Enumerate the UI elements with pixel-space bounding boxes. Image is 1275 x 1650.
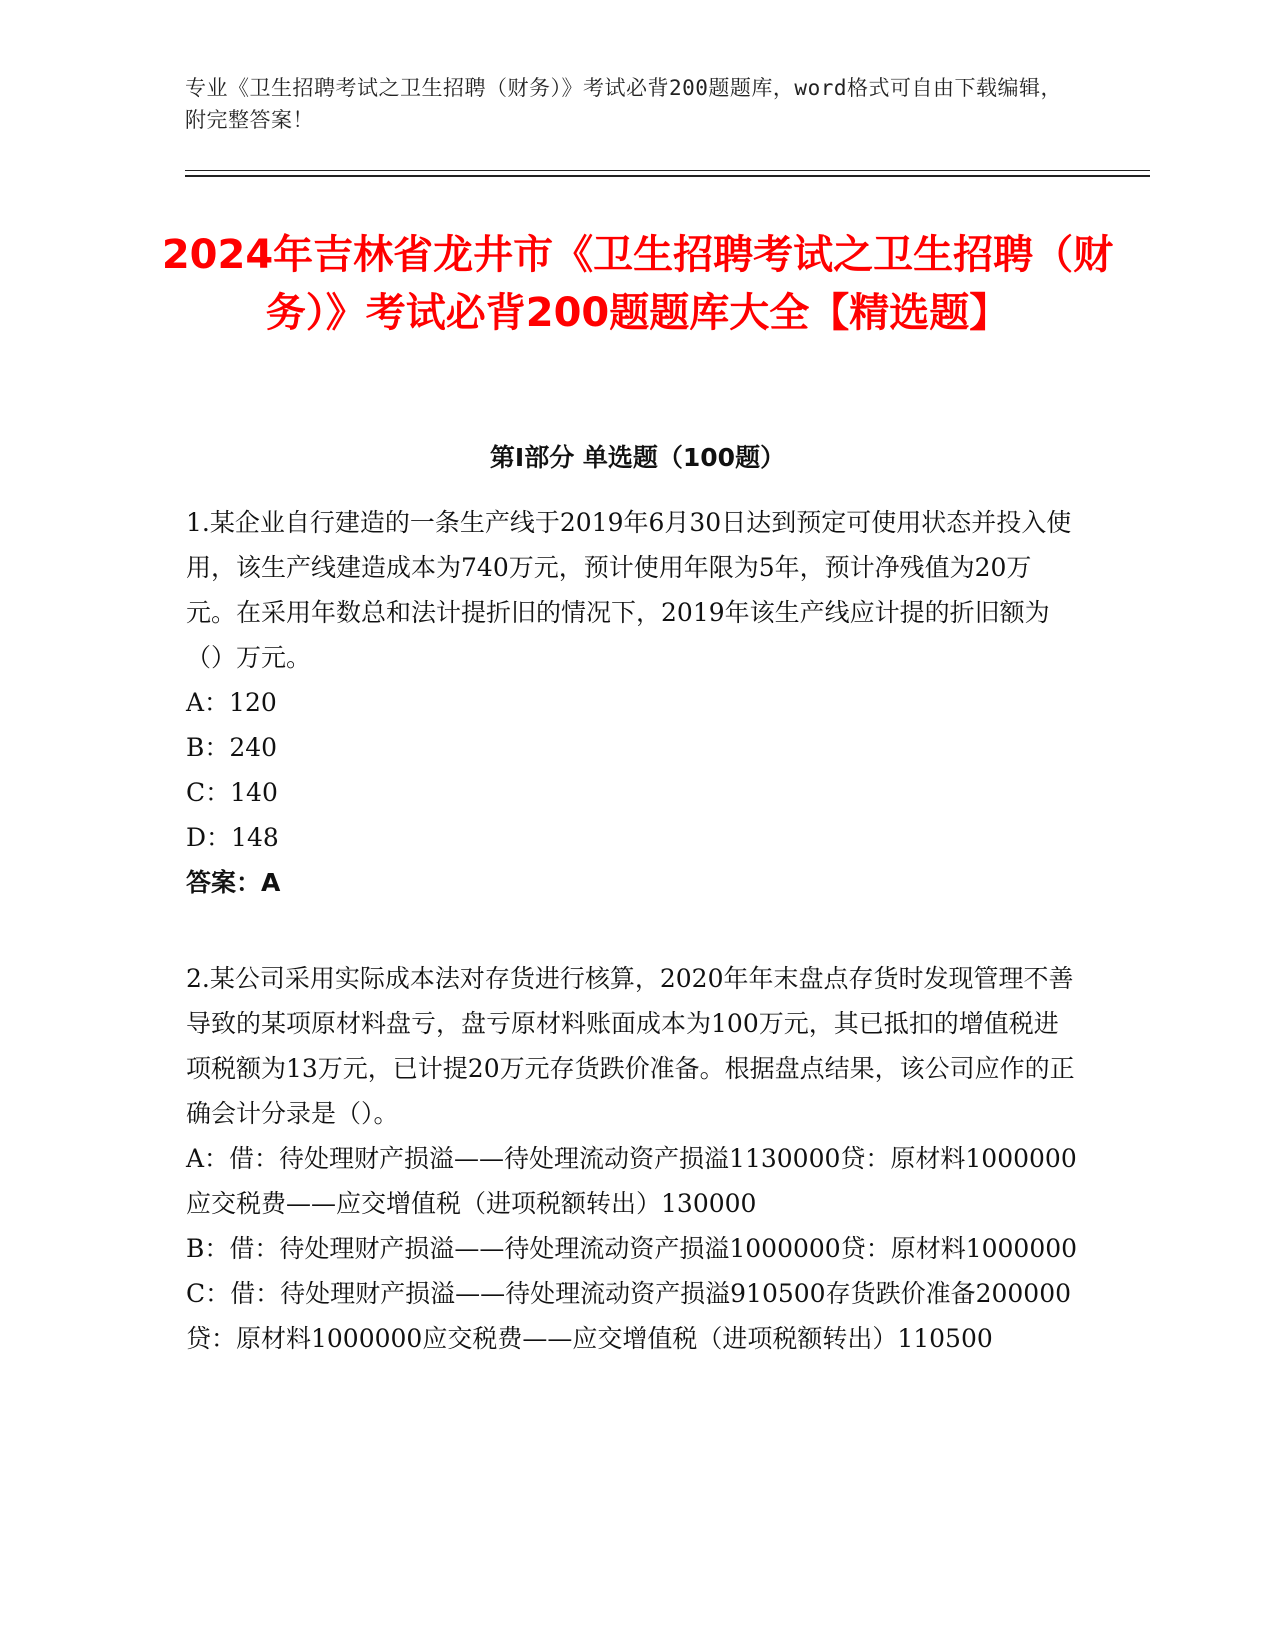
header-divider-thin — [185, 170, 1150, 171]
question-2 — [186, 956, 1081, 1361]
header-divider-thick — [185, 175, 1150, 177]
option-a: A：120 — [186, 688, 277, 717]
option-d: D：148 — [186, 823, 279, 852]
option-b: B：借：待处理财产损溢——待处理流动资产损溢1000000贷：原材料1000000 — [186, 1234, 1078, 1263]
document-title: 2024年吉林省龙井市《卫生招聘考试之卫生招聘（财务）》考试必背200题题库大全【精选题】 — [161, 232, 1114, 336]
question-stem: 2.某公司采用实际成本法对存货进行核算，2020年年末盘点存货时发现管理不善导致的某项原材料盘亏，盘亏原材料账面成本为100万元，其已抵扣的增值税进项税额为13万元，已计提20万元存货跌价准备。根据盘点结果，该公司应作的正确会计分录是（）。 — [186, 964, 1075, 1128]
answer: 答案：A — [186, 868, 281, 897]
header-note: 专业《卫生招聘考试之卫生招聘（财务）》考试必背200题题库，word格式可自由下载编辑，附完整答案！ — [185, 76, 1062, 132]
option-c: C：140 — [186, 778, 278, 807]
option-c: C：借：待处理财产损溢——待处理流动资产损溢910500存货跌价准备200000贷：原材料1000000应交税费——应交增值税（进项税额转出）110500 — [186, 1279, 1071, 1353]
section-title: 第I部分 单选题（100题） — [489, 443, 786, 472]
option-a: A：借：待处理财产损溢——待处理流动资产损溢1130000贷：原材料1000000应交税费——应交增值税（进项税额转出）130000 — [186, 1144, 1077, 1218]
question-stem: 1.某企业自行建造的一条生产线于2019年6月30日达到预定可使用状态并投入使用，该生产线建造成本为740万元，预计使用年限为5年，预计净残值为20万元。在采用年数总和法计提折旧的情况下，2019年该生产线应计提的折旧额为（）万元。 — [186, 508, 1072, 672]
question-1 — [186, 500, 1081, 905]
option-b: B：240 — [186, 733, 278, 762]
